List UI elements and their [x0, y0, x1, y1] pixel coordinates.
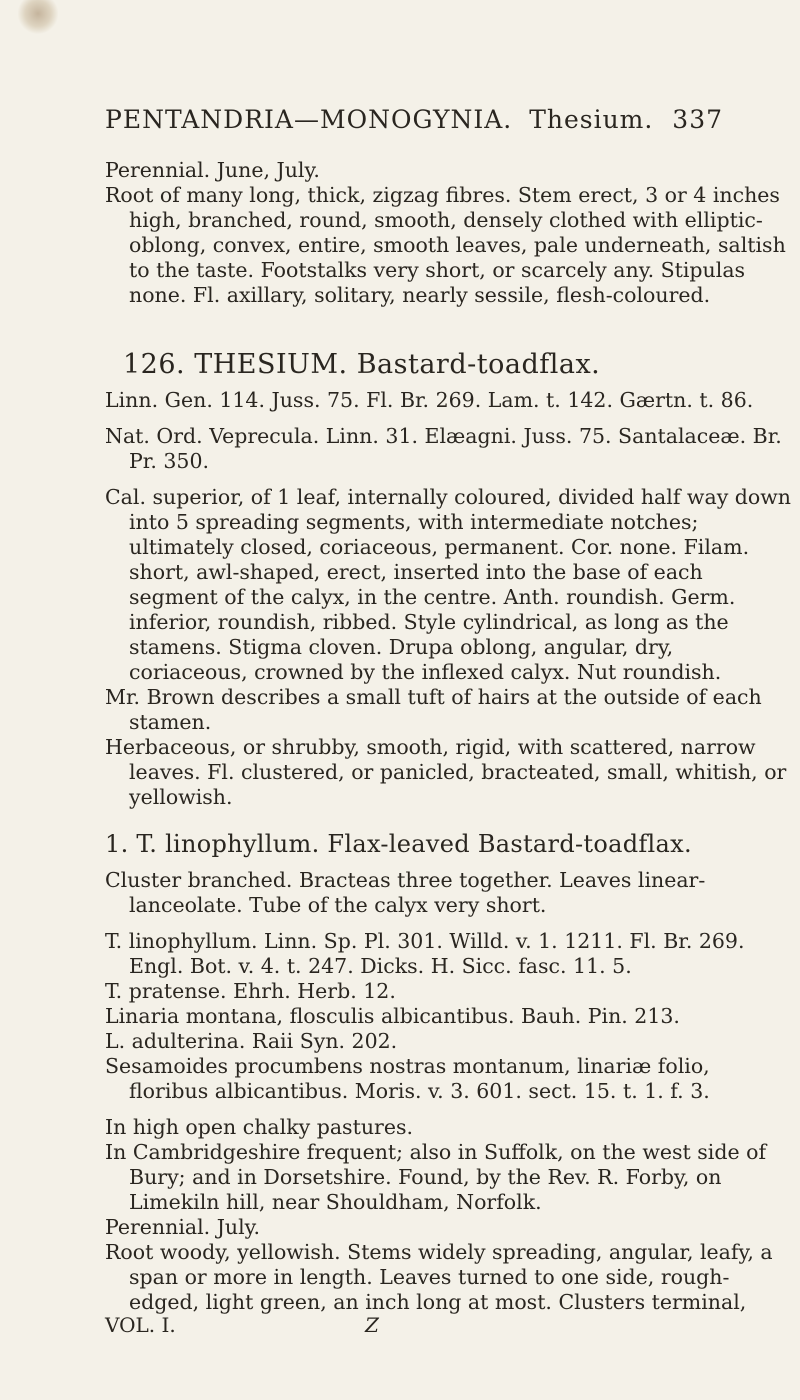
synonym-linaria: Linaria montana, flosculis albicantibus. Bauh. Pin. 213. [105, 1004, 680, 1028]
header-genus: Thesium. [529, 105, 654, 134]
synonym-sesamoides: Sesamoides procumbens nostras montanum, linariæ folio, floribus albicantibus. Moris. v. 3. 601. sect. 15. t. 1. f. 3. [105, 1054, 710, 1103]
species-description: Root woody, yellowish. Stems widely spreading, angular, leafy, a span or more in length. Leaves turned to one side, rough-edged, light green, an inch long at most. Clusters terminal, [105, 1240, 773, 1314]
signature-mark: Z [365, 1313, 379, 1337]
species-flowering: Perennial. July. [105, 1215, 261, 1239]
ink-blot-decoration [18, 0, 58, 34]
localities: In Cambridgeshire frequent; also in Suffolk, on the west side of Bury; and in Dorsetshire. Found, by the Rev. R. Forby, on Limekiln hill, near Shouldham, Norfolk. [105, 1140, 767, 1214]
species-diagnosis: Cluster branched. Bracteas three together. Leaves linear-lanceolate. Tube of the calyx very short. [105, 868, 706, 917]
brown-note: Mr. Brown describes a small tuft of hairs at the outside of each stamen. [105, 685, 762, 734]
synonym-pratense: T. pratense. Ehrh. Herb. 12. [105, 979, 396, 1003]
habitat: In high open chalky pastures. [105, 1115, 413, 1139]
volume-label: VOL. I. [105, 1313, 176, 1337]
genus-references: Linn. Gen. 114. Juss. 75. Fl. Br. 269. Lam. t. 142. Gærtn. t. 86. [105, 388, 754, 412]
header-section: PENTANDRIA—MONOGYNIA. [105, 105, 513, 134]
page-footer [105, 1313, 795, 1338]
paragraph-flowering: Perennial. June, July. [105, 158, 320, 182]
natural-order: Nat. Ord. Veprecula. Linn. 31. Elæagni. Juss. 75. Santalaceæ. Br. Pr. 350. [105, 424, 782, 473]
running-header [105, 105, 795, 134]
synonym-linophyllum: T. linophyllum. Linn. Sp. Pl. 301. Willd. v. 1. 1211. Fl. Br. 269. Engl. Bot. v. 4. t. 247. Dicks. H. Sicc. fasc. 11. 5. [105, 929, 745, 978]
page-body [105, 158, 795, 1315]
page-number: 337 [672, 105, 724, 134]
species-heading: 1. T. linophyllum. Flax-leaved Bastard-toadflax. [105, 830, 692, 858]
synonym-adulterina: L. adulterina. Raii Syn. 202. [105, 1029, 398, 1053]
habit-note: Herbaceous, or shrubby, smooth, rigid, with scattered, narrow leaves. Fl. clustered, or panicled, bracteated, small, whitish, or yellowish. [105, 735, 787, 809]
paragraph-description: Root of many long, thick, zigzag fibres. Stem erect, 3 or 4 inches high, branched, round, smooth, densely clothed with elliptic-oblong, convex, entire, smooth leaves, pale underneath, saltish to the taste. Footstalks very short, or scarcely any. Stipulas none. Fl. axillary, solitary, nearly sessile, flesh-coloured. [105, 183, 786, 307]
genus-heading: 126. THESIUM. Bastard-toadflax. [123, 349, 601, 380]
genus-characters: Cal. superior, of 1 leaf, internally coloured, divided half way down into 5 spreading segments, with intermediate notches; ultimately closed, coriaceous, permanent. Cor. none. Filam. short, awl-shaped, erect, inserted into the base of each segment of the calyx, in the centre. Anth. roundish. Germ. inferior, roundish, ribbed. Style cylindrical, as long as the stamens. Stigma cloven. Drupa oblong, angular, dry, coriaceous, crowned by the inflexed calyx. Nut roundish. [105, 485, 792, 684]
